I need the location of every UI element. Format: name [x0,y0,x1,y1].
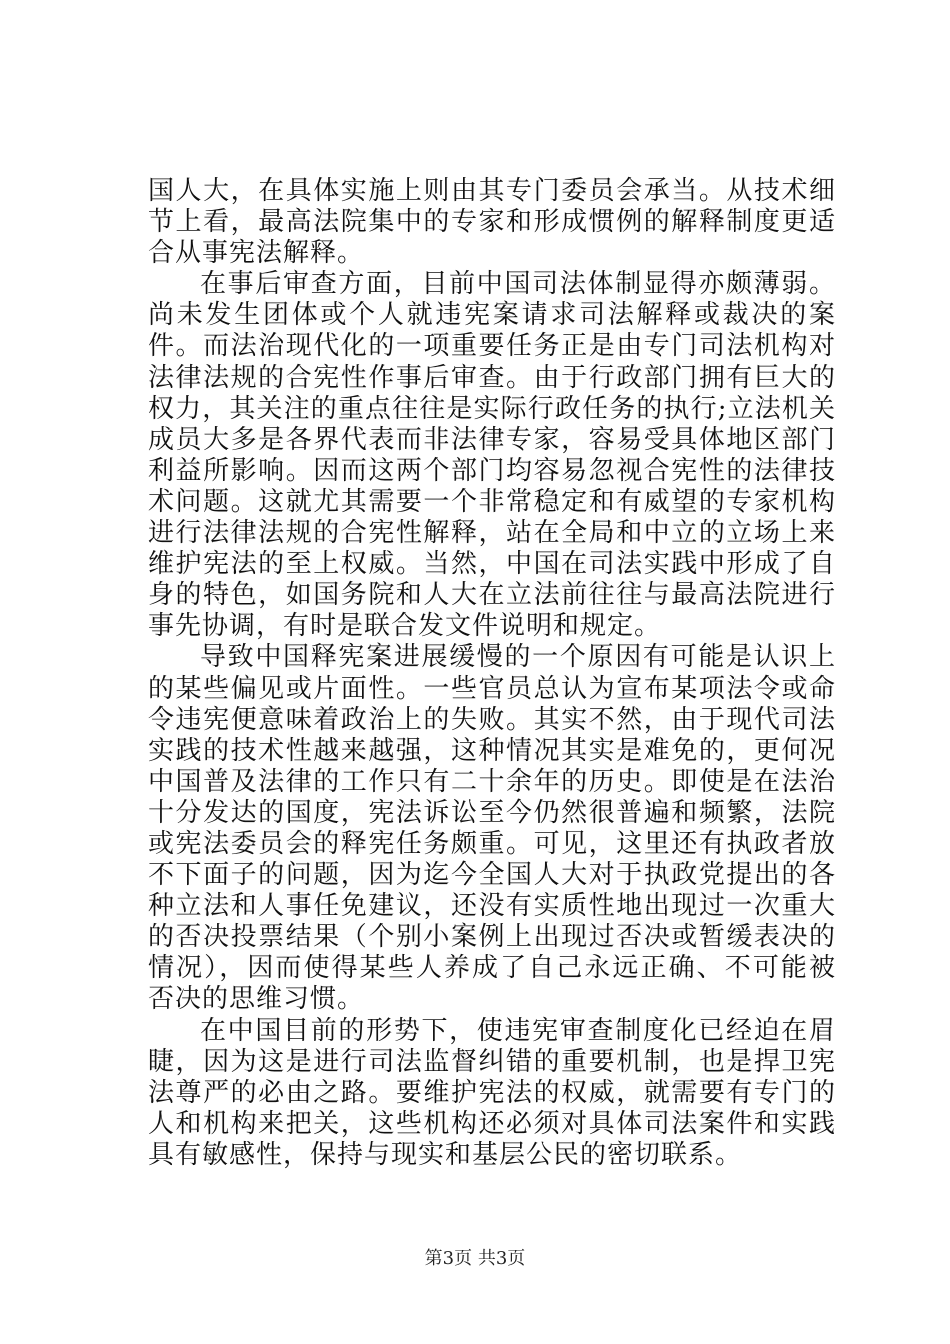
document-body [148,176,836,1171]
paragraph-continued: 国人大，在具体实施上则由其专门委员会承当。从技术细节上看，最高法院集中的专家和形成惯例的解释制度更适合从事宪法解释。 [148,176,836,269]
paragraph: 导致中国释宪案进展缓慢的一个原因有可能是认识上的某些偏见或片面性。一些官员总认为宣布某项法令或命令违宪便意味着政治上的失败。其实不然，由于现代司法实践的技术性越来越强，这种情况其实是难免的，更何况中国普及法律的工作只有二十余年的历史。即使是在法治十分发达的国度，宪法诉讼至今仍然很普遍和频繁，法院或宪法委员会的释宪任务颇重。可见，这里还有执政者放不下面子的问题，因为迄今全国人大对于执政党提出的各种立法和人事任免建议，还没有实质性地出现过一次重大的否决投票结果（个别小案例上出现过否决或暂缓表决的情况），因而使得某些人养成了自己永远正确、不可能被否决的思维习惯。 [148,642,836,1015]
page-number: 第3页 共3页 [424,1248,526,1269]
paragraph: 在中国目前的形势下，使违宪审查制度化已经迫在眉睫，因为这是进行司法监督纠错的重要机制，也是捍卫宪法尊严的必由之路。要维护宪法的权威，就需要有专门的人和机构来把关，这些机构还必须对具体司法案件和实践具有敏感性，保持与现实和基层公民的密切联系。 [148,1015,836,1170]
paragraph: 在事后审查方面，目前中国司法体制显得亦颇薄弱。尚未发生团体或个人就违宪案请求司法解释或裁决的案件。而法治现代化的一项重要任务正是由专门司法机构对法律法规的合宪性作事后审查。由于行政部门拥有巨大的权力，其关注的重点往往是实际行政任务的执行;立法机关成员大多是各界代表而非法律专家，容易受具体地区部门利益所影响。因而这两个部门均容易忽视合宪性的法律技术问题。这就尤其需要一个非常稳定和有威望的专家机构进行法律法规的合宪性解释，站在全局和中立的立场上来维护宪法的至上权威。当然，中国在司法实践中形成了自身的特色，如国务院和人大在立法前往往与最高法院进行事先协调，有时是联合发文件说明和规定。 [148,269,836,642]
